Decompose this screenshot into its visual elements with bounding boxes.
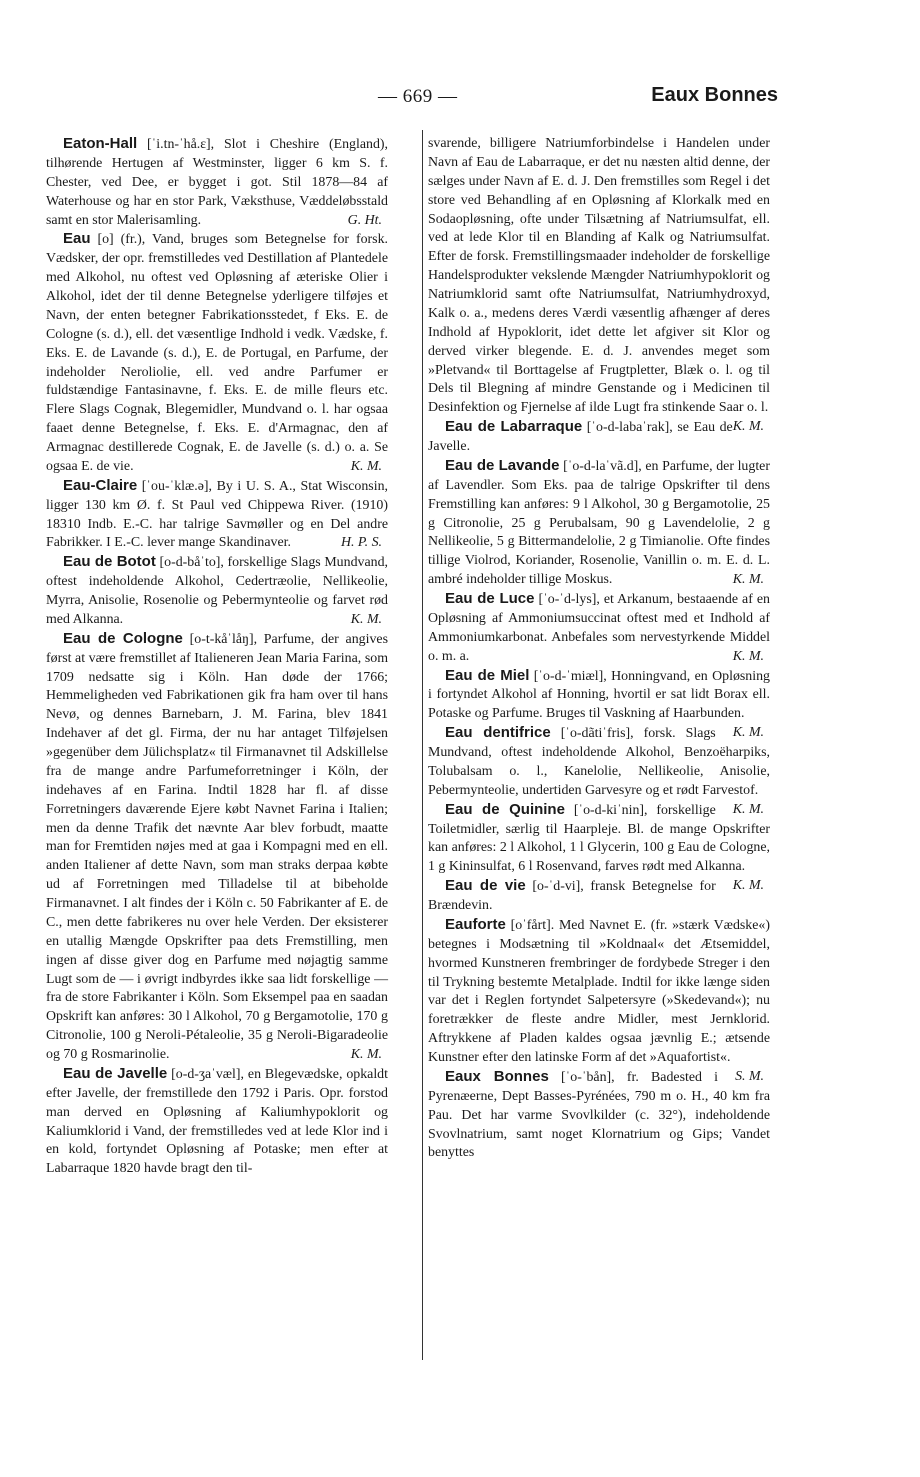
author-signature: K. M. [732,878,764,894]
headword: Eau de Lavande [445,456,560,474]
author-signature: K. M. [732,572,764,588]
author-signature: H. P. S. [340,535,382,551]
author-signature: K. M. [732,725,764,741]
entry-eaton-hall [46,135,388,230]
entry-eau-de-cologne [46,630,388,1065]
headword: Eaton-Hall [63,135,138,152]
author-signature: K. M. [350,458,382,474]
author-signature: K. M. [350,611,382,627]
left-column [46,135,388,1179]
author-signature: K. M. [350,1047,382,1062]
column-divider [422,130,423,1360]
headword: Eau-Claire [63,476,138,494]
right-column [428,135,770,1163]
entry-continuation [428,135,770,435]
entry-body: [ˈou-ˈklæ.ə], By i U. S. A., Stat Wisconsin, ligger 130 km Ø. f. St Paul ved Chippewa River. (1910) 18310 Indb. E.-C. har talrige Savmøller og en Del andre Fabrikker. I E.-C. lever mange Skandinaver. [46,478,388,551]
entry-body: [o-t-kåˈlåŋ], Parfume, der angives først at være fremstillet af Italieneren Jean Maria Farina, som 1709 nedsatte sig i Köln. Han døde der 1766; Hemmeligheden ved Fabrikationen gik fra ham over til hans Nevø, og dennes Barnebarn, J. M. Farina, blev 1841 Indehaver af det gl. Firma, der nu har antaget Tilføjelsen »gegenüber dem Jülichsplatz« til Firmanavnet til Adskillelse fra de mange andre Parfumeforretninger i Köln, der indehaves af en Farina. Indtil 1828 har fl. af disse Forretningers daværende Ejere købt Navnet Farina i Italien; men da denne Trafik det nævnte Aar blev forbudt, maatte man for Fremtiden nøjes med at gaa i Kompagni med en ell. anden Italiener af dette Navn, som man straks derpaa købte ud af Forretningen med Tilladelse til at bibeholde Firmanavnet. I alt findes der i Köln c. 50 Fabrikanter af E. de C., men dette fabrikeres nu over hele Verden. Der eksisterer en utallig Mængde Opskrifter paa dets Fremstilling, men ingen af disse giver dog en Parfume med nøjagtig samme Lugt som de — i øvrigt indbyrdes ikke saa lidt forskellige — fra de store Fabrikanter i Köln. Som Eksempel paa en saadan Opskrift kan anføres: 30 l Alkohol, 70 g Bergamotolie, 170 g Citronolie, 100 g Neroli-Pétaleolie, 35 g Neroli-Bigaradeolie og 70 g Rosmarinolie. [46,631,388,1062]
entry-body: [oˈfårt]. Med Navnet E. (fr. »stærk Vædske«) betegnes i Modsætning til »Koldnaal« det Ætsemiddel, hvormed Kunstneren frembringer de fordybede Streger i den til Trykning bestemte Metalplade. Indtil for ikke længe siden var det i Reglen fortyndet Salpetersyre (»Skedevand«); nu foretrækker de fleste andre Midler, mest Jernklorid. Aftrykkene af Pladen kaldes ogsaa jævnlig E.; ætsende Kunstner efter den latinske Form af det »Aquafortist«. [428,917,770,1065]
author-signature: S. M. [735,1068,764,1084]
headword: Eau de vie [445,877,526,895]
author-signature: G. Ht. [347,212,382,228]
entry-body: [o-d-ʒaˈvæl], en Blegevædske, opkaldt efter Javelle, der fremstillede den 1792 i Paris. Opr. forstod man derved en Opløsning af Kaliumhypoklorit og Kaliumklorid i Vand, der fremstilledes ved at lede Klor ind i en kold, fortyndet Opløsning af Potaske; men efter at Labarraque 1820 havde bragt den til- [46,1066,388,1177]
author-signature: K. M. [732,648,764,664]
page-header [48,86,778,116]
author-signature: K. M. [732,419,764,435]
entry-eau-de-lavande [428,457,770,590]
entry-body: [ˈo-ˈbån], fr. Badested i Pyrenæerne, Dept Basses-Pyrénées, 790 m o. H., 40 km fra Pau. Det har varme Svovlkilder (c. 32°), indeholdende Svovlnatrium, samt noget Klornatrium og Gips; Vandet benyttes [428,1069,770,1161]
entry-body: [ˈo-d-laˈvã.d], en Parfume, der lugter af Lavendler. Som Eks. paa de talrige Opskrifter til dens Fremstilling kan anføres: 9 l Alkohol, 30 g Bergamotolie, 25 g Citronolie, 25 g Perubalsam, 90 g Lavendelolie, 2 g Nellikeolie, 5 g Bittermandelolie, 2 g Timianolie. Ofte findes tillige Violrod, Koriander, Rosenolie, Vanillin o. m. E. d. L. ambré indeholder tillige Moskus. [428,458,770,588]
author-signature: K. M. [732,801,764,817]
entry-eau-de-botot [46,553,388,630]
entry-body: [ˈo-dãtiˈfris], forsk. Slags Mundvand, oftest indeholdende Alkohol, Benzoëharpiks, Tolubalsam o. l., Kanelolie, Nellikeolie, Anisolie, Pebermynteolie, undertiden Garvesyre og et rødt Farvestof. [428,726,770,798]
headword: Eau [63,230,91,248]
entry-body: [o] (fr.), Vand, bruges som Betegnelse for forsk. Vædsker, der opr. fremstilledes ved Destillation af Plantedele med Alkohol, nu oftest ved Opløsning af æteriske Olier i Alkohol, idet der til denne Betegnelse yderligere tilføjes et Navn, der enten betegner Fabrikationsstedet, f Eks. E. de Cologne (s. d.), ell. det væsentlige Indhold i vedk. Vædske, f. Eks. E. de Lavande (s. d.), E. de Portugal, en Parfume, der indeholder Neroliolie, ell. ved andre Parfumer er fuldstændige Fantasinavne, f. Eks. E. de mille fleurs etc. Flere Slags Cognak, Blegemidler, Mundvand o. l. har ogsaa faaet denne Betegnelse, f. Eks. E. d'Armagnac, den af Armagnac destillerede Cognak, E. de Javelle (s. d.) o. a. Se ogsaa E. de vie. [46,232,388,474]
running-head: Eaux Bonnes [651,84,778,106]
headword: Eau de Luce [445,590,535,607]
entry-body: [ˈo-ˈd-lys], et Arkanum, bestaaende af en Opløsning af Ammoniumsuccinat oftest med et Indhold af Ammoniumkarbonat. Anbefales som nervestyrkende Middel o. m. a. [428,592,770,664]
headword: Eau de Miel [445,666,530,684]
entry-body: [o-ˈd-vi], fransk Betegnelse for Brændevin. [428,879,716,913]
page-number: — 669 — [378,86,458,107]
headword: Eaux Bonnes [445,1067,549,1085]
headword: Eau de Labarraque [445,418,583,436]
headword: Eau de Cologne [63,629,183,647]
entry-body: [o-d-båˈto], forskellige Slags Mundvand, oftest indeholdende Alkohol, Cedertræolie, Nellikeolie, Myrra, Anisolie, Rosenolie og Pebermynteolie og farvet rød med Alkanna. [46,555,388,627]
entry-eau [46,230,388,476]
headword: Eau de Botot [63,553,156,571]
entry-body: [ˈi.tn-ˈhå.ɛ], Slot i Cheshire (England), tilhørende Hertugen af Westminster, ligger 6 km S. f. Chester, ved Dee, er bygget i got. Stil 1878—84 af Waterhouse og har en stor Park, Væksthuse, Væddeløbsstald samt en stor Malerisamling. [46,137,388,228]
entry-body: [ˈo-d-labaˈrak], se Eau de Javelle. [428,420,733,454]
entry-body: svarende, billigere Natriumforbindelse i Handelen under Navn af Eau de Labarraque, er det nu næsten altid denne, der sælges under Navn af E. d. J. Den fremstilles som Regel i det store ved Behandling af en Opløsning af Klorkalk med en Sodaopløsning, ofte under Tilsætning af Natriumsulfat, ell. ved at lede Klor til en Blanding af Kalk og Natriumsulfat. Efter de forsk. Fremstillingsmaader indeholder de forskellige Handelsprodukter vekslende Mængder Natriumhypoklorit og Natriumklorid samt ofte Natriumsulfat, Natriumhydroxyd, Kalk o. a., medens deres Værdi væsentlig afhænger af deres Indhold af Hypoklorit, idet dette let afgiver sit Klor og derved virker blegende. E. d. J. anvendes meget som »Pletvand« til Borttagelse af Frugtpletter, Blæk o. l. og til Dels til Blegning af mindre Genstande og i Medicinen til Desinfektion og Fjernelse af ilde Lugt fra stinkende Saar o. l. [428,136,770,416]
entry-body: [ˈo-d-kiˈnin], forskellige Toiletmidler, særlig til Haarpleje. Bl. de mange Opskrifter kan anføres: 2 l Alkohol, 1 l Glycerin, 100 g Eau de Cologne, 1 g Kininsulfat, 6 l Rosenvand, farves rødt med Alkanna. [428,802,770,875]
entry-body: [ˈo-d-ˈmiæl], Honningvand, en Opløsning i fortyndet Alkohol af Honning, hvortil er sat lidt Borax ell. Potaske og Parfume. Bruges til Vaskning af Haarbunden. [428,668,770,722]
entry-eau-de-javelle [46,1065,388,1179]
entry-eau-claire [46,477,388,554]
headword: Eauforte [445,915,506,933]
headword: Eau de Javelle [63,1064,168,1082]
entry-eau-de-luce [428,590,770,667]
headword: Eau dentifrice [445,724,551,742]
headword: Eau de Quinine [445,800,565,818]
entry-eau-de-labarraque [428,418,770,457]
